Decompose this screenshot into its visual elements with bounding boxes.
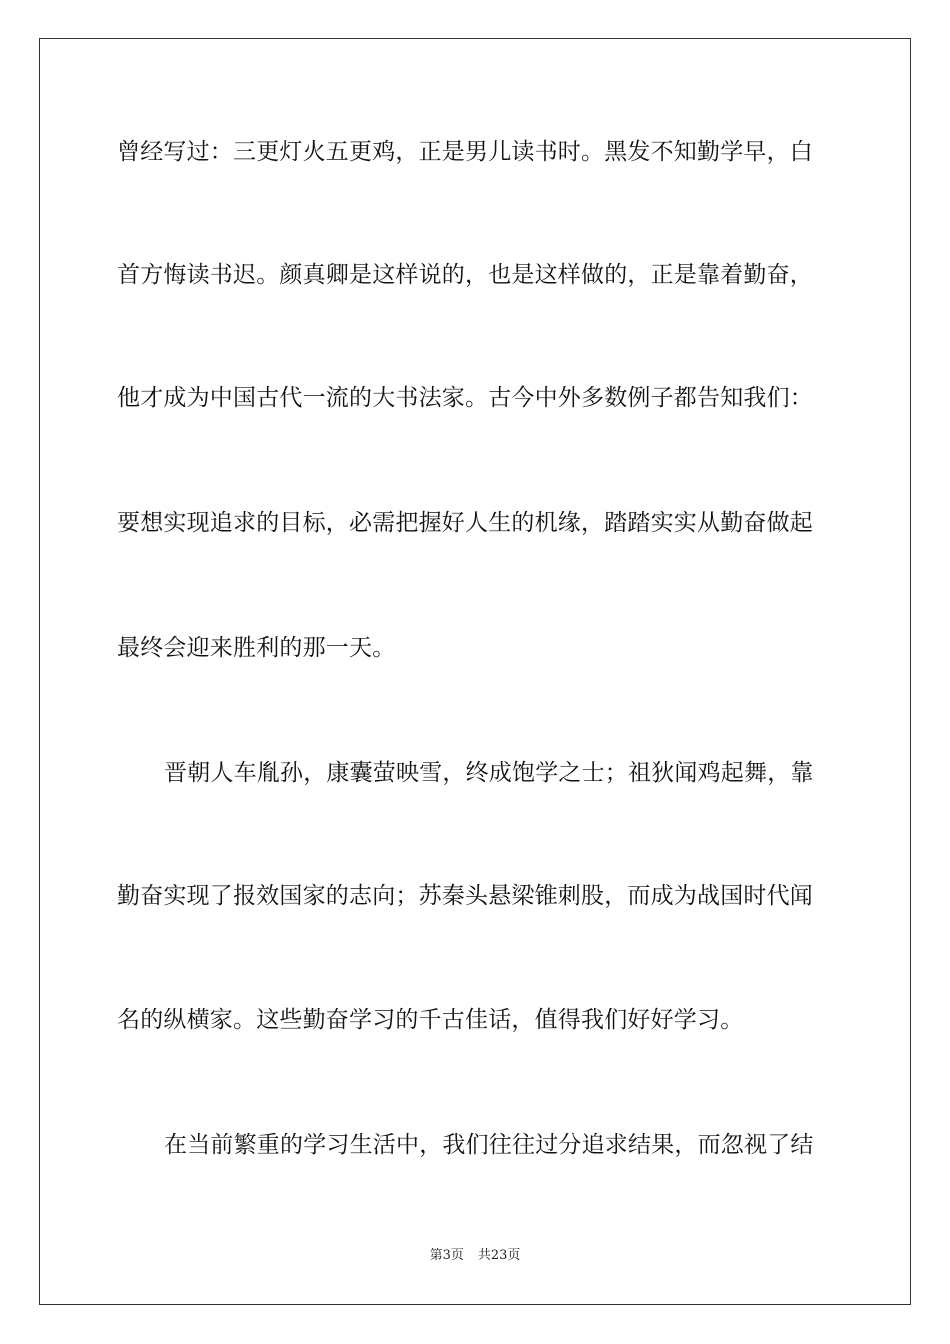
- page-border: [39, 38, 911, 1305]
- page-footer: [0, 1248, 950, 1264]
- text-line-4: 要想实现追求的目标，必需把握好人生的机缘，踏踏实实从勤奋做起: [117, 510, 813, 536]
- text-line-5: 最终会迎来胜利的那一天。: [117, 635, 396, 661]
- text-line-3: 他才成为中国古代一流的大书法家。古今中外多数例子都告知我们：: [117, 385, 813, 411]
- text-line-9: 在当前繁重的学习生活中，我们往往过分追求结果，而忽视了结: [164, 1132, 814, 1158]
- text-line-6: 晋朝人车胤孙，康囊萤映雪，终成饱学之士；祖狄闻鸡起舞，靠: [164, 760, 814, 786]
- text-line-8: 名的纵横家。这些勤奋学习的千古佳话，值得我们好好学习。: [117, 1007, 744, 1033]
- page-number: 第3页: [429, 1248, 464, 1263]
- text-line-2: 首方悔读书迟。颜真卿是这样说的，也是这样做的，正是靠着勤奋，: [117, 262, 813, 288]
- text-line-1: 曾经写过：三更灯火五更鸡，正是男儿读书时。黑发不知勤学早，白: [117, 139, 813, 165]
- text-line-7: 勤奋实现了报效国家的志向；苏秦头悬梁锥刺股，而成为战国时代闻: [117, 883, 813, 909]
- page-total: 共23页: [477, 1248, 521, 1263]
